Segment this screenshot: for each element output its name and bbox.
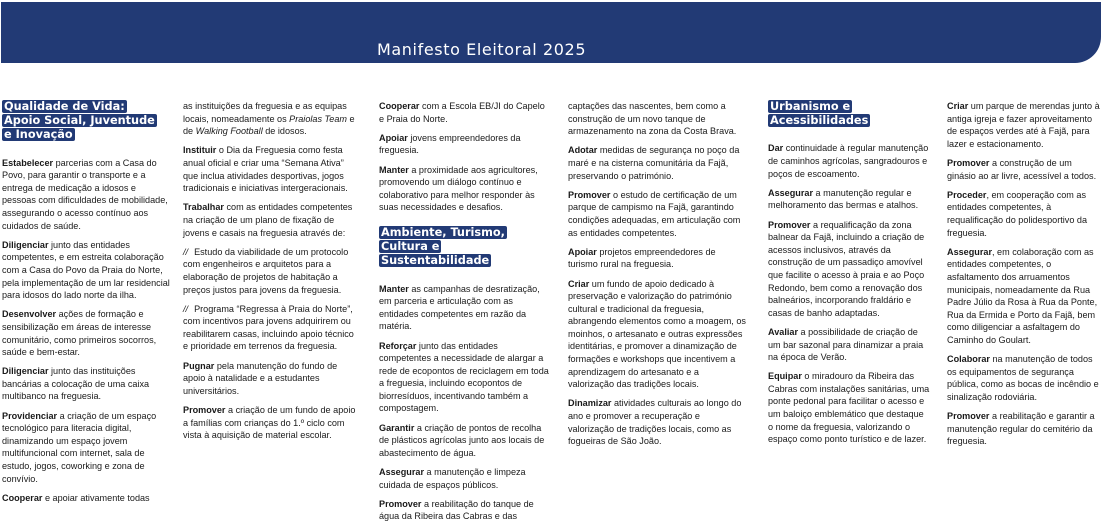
- list-item: [947, 353, 1103, 403]
- action-verb: Pugnar: [183, 360, 215, 371]
- item-text: junto das instituições bancárias a colocação de uma caixa multibanco na freguesia.: [2, 366, 150, 402]
- list-item: [947, 157, 1103, 182]
- list-item: [379, 340, 552, 416]
- list-item: [379, 498, 552, 523]
- action-verb: Equipar: [768, 371, 802, 382]
- list-item: [2, 365, 172, 403]
- action-verb: Apoiar: [379, 132, 408, 143]
- list-item: [768, 219, 930, 320]
- list-item: [568, 397, 746, 447]
- item-text: a criação de um fundo de apoio a famílias com crianças do 1.º ciclo com vista à aquisição de material escolar.: [183, 405, 356, 441]
- action-verb: Assegurar: [947, 246, 992, 257]
- item-text: as campanhas de desratização, em parceria e articulação com as entidades competentes em razão da matéria.: [379, 283, 540, 332]
- action-verb: Promover: [183, 405, 226, 416]
- column-6: [947, 100, 1103, 454]
- column-3: [379, 100, 552, 530]
- heading-line: Ambiente, Turismo,: [381, 225, 505, 239]
- list-item: [2, 308, 172, 358]
- action-verb: Manter: [379, 164, 409, 175]
- item-text: a manutenção regular e melhoramento das bermas e atalhos.: [768, 187, 919, 211]
- list-item: [2, 492, 172, 505]
- heading-line: Acessibilidades: [770, 114, 869, 128]
- item-text: Estudo da viabilidade de um protocolo com engenheiros e arquitetos para a elaboração de projetos de habitação a preços justos para jovens da freguesia.: [183, 246, 349, 295]
- section-heading-urbanism: [768, 100, 930, 128]
- action-verb: Apoiar: [568, 246, 597, 257]
- action-verb: Avaliar: [768, 326, 798, 337]
- column-4: [568, 100, 746, 454]
- item-text: captações das nascentes, bem como a construção de um novo tanque de armazenamento na zona da Costa Brava.: [568, 101, 737, 137]
- list-item: [768, 142, 930, 180]
- action-verb: Providenciar: [2, 410, 58, 421]
- item-text: as instituições da freguesia e as equipas locais, nomeadamente os: [183, 101, 347, 124]
- bullet-marker-icon: //: [183, 303, 189, 314]
- header-banner: [1, 2, 1101, 63]
- bullet-marker-icon: //: [183, 246, 189, 257]
- item-text: com as entidades competentes na criação de um plano de fixação de jovens e casais na freguesia através de:: [183, 202, 353, 238]
- item-text: , em cooperação com as entidades competentes, à requalificação do polidesportivo da freguesia.: [947, 189, 1088, 238]
- list-item: [568, 189, 746, 239]
- item-text: junto das entidades competentes a necessidade de alargar a rede de ecopontos de reciclagem em toda a freguesia, incluindo ecopontos de biorresíduos, incentivando também a compostagem.: [379, 340, 549, 414]
- action-verb: Adotar: [568, 145, 598, 156]
- item-text: a reabilitação e garantir a manutenção regular do cemitério da freguesia.: [947, 411, 1095, 447]
- action-verb: Diligenciar: [2, 366, 49, 377]
- action-verb: Promover: [947, 157, 990, 168]
- list-item: [947, 410, 1103, 448]
- action-verb: Promover: [768, 219, 811, 230]
- item-text: projetos empreendedores de turismo rural na freguesia.: [568, 246, 716, 270]
- item-text: continuidade à regular manutenção de caminhos agrícolas, sangradouros e poços de escoamento.: [768, 143, 929, 179]
- action-verb: Criar: [568, 278, 590, 289]
- item-text: pela manutenção do fundo de apoio à natalidade e a estudantes universitários.: [183, 360, 338, 396]
- list-item: [2, 157, 172, 233]
- item-text: e de: [183, 113, 355, 137]
- list-item: [183, 144, 361, 194]
- list-item: [947, 100, 1103, 150]
- section-heading-environment: [379, 226, 552, 269]
- action-verb: Promover: [568, 189, 611, 200]
- action-verb: Manter: [379, 283, 409, 294]
- item-text: a criação de um espaço tecnológico para literacia digital, dinamizando um espaço jovem multifuncional com internet, sala de estudo, jogos, coworking e zona de convívio.: [2, 410, 157, 484]
- action-verb: Diligenciar: [2, 239, 49, 250]
- action-verb: Desenvolver: [2, 309, 57, 320]
- item-text: atividades culturais ao longo do ano e promover a recuperação e valorização de tradições locais, como as fogueiras de São João.: [568, 398, 742, 447]
- list-item: [768, 370, 930, 446]
- item-text: o miradouro da Ribeira das Cabras com instalações sanitárias, uma ponte pedonal para facilitar o acesso e um baloiço emblemático que destaque o nome da freguesia, valorizando o espaço como ponto turístico e de lazer.: [768, 371, 930, 445]
- item-text: a requalificação da zona balnear da Fajã, incluindo a criação de acessos inclusivos, através da construção de um passadiço amovível que facilite o acesso à praia e ao Poço Redondo, bem como a renovação dos balneários, incorporando fraldário e casas de banho adaptadas.: [768, 219, 925, 318]
- column-1: [2, 100, 172, 511]
- action-verb: Assegurar: [768, 187, 813, 198]
- item-text: Programa “Regressa à Praia do Norte”, com incentivos para jovens adquirirem ou reabilitarem casas, incluindo apoio técnico e prioridade em terrenos da freguesia.: [183, 303, 354, 352]
- list-item: [2, 239, 172, 302]
- item-text: a proximidade aos agricultores, promovendo um diálogo contínuo e colaborativo para melhor responder às suas necessidades e desafios.: [379, 164, 538, 213]
- item-text: com a Escola EB/JI do Capelo e Praia do Norte.: [379, 101, 545, 124]
- item-text: o estudo de certificação de um parque de campismo na Fajã, garantindo condições adequadas, em articulação com as entidades competentes.: [568, 189, 741, 238]
- action-verb: Instituir: [183, 145, 217, 156]
- action-verb: Promover: [379, 498, 422, 509]
- item-text: a criação de pontos de recolha de plásticos agrícolas junto aos locais de abastecimento de água.: [379, 422, 545, 458]
- list-item: [768, 187, 930, 212]
- item-text: a manutenção e limpeza cuidada de espaços públicos.: [379, 467, 526, 490]
- action-verb: Trabalhar: [183, 202, 224, 213]
- action-verb: Criar: [947, 101, 969, 111]
- list-item: [2, 410, 172, 486]
- list-item: [183, 201, 361, 239]
- list-item: [379, 100, 552, 125]
- column-5: [768, 100, 930, 452]
- item-text: junto das entidades competentes, e em estreita colaboração com a Casa do Povo da Praia do Norte, pela implementação de um lar residencial para idosos do lado norte da ilha.: [2, 239, 170, 301]
- list-item: [947, 246, 1103, 347]
- list-item: [379, 132, 552, 157]
- item-text: a construção de um ginásio ao ar livre, acessível a todos.: [947, 157, 1097, 181]
- action-verb: Proceder: [947, 189, 987, 200]
- list-item: [947, 189, 1103, 239]
- sub-bullet: [183, 303, 361, 353]
- item-text: Walking Football: [195, 126, 263, 137]
- item-text: e apoiar ativamente todas: [42, 492, 150, 503]
- action-verb: Colaborar: [947, 354, 990, 365]
- action-verb: Assegurar: [379, 467, 424, 478]
- item-text: jovens empreendedores da freguesia.: [379, 132, 521, 156]
- item-text: Praiolas Team: [289, 113, 347, 124]
- action-verb: Garantir: [379, 422, 415, 433]
- heading-line: e Inovação: [4, 128, 73, 142]
- sub-bullet: [183, 246, 361, 296]
- item-text: a possibilidade de criação de um bar sazonal para dinamizar a praia na época de Verão.: [768, 326, 924, 363]
- item-text: ações de formação e sensibilização em áreas de interesse comunitário, como primeiros socorros, saúde e bem-estar.: [2, 309, 157, 358]
- list-item: [379, 164, 552, 214]
- heading-line: Apoio Social, Juventude: [4, 114, 155, 128]
- list-item: [768, 326, 930, 364]
- list-item: [568, 144, 746, 182]
- list-item-continued: [568, 100, 746, 138]
- list-item: [568, 278, 746, 391]
- heading-line: Urbanismo e: [770, 100, 851, 113]
- list-item: [379, 466, 552, 491]
- action-verb: Dar: [768, 143, 784, 154]
- item-text: parcerias com a Casa do Povo, para garantir o transporte e a entrega de medicação a idosos e pessoas com dificuldades de mobilidade, assegurando o acesso contínuo aos cuidados de saúde.: [2, 157, 168, 231]
- action-verb: Promover: [947, 411, 990, 422]
- section-heading-quality-of-life: [2, 100, 172, 143]
- item-text: um fundo de apoio dedicado à preservação e valorização do património cultural e tradicional da freguesia, abrangendo elementos como a moagem, os moinhos, o artesanato e outras expressões identitárias, e promover a dinamização de formações e workshops que incentivem a aprendizagem do artesanato e a valorização das tradições locais.: [568, 278, 746, 390]
- list-item-continued: [183, 100, 361, 138]
- item-text: um parque de merendas junto à antiga igreja e fazer aproveitamento de espaços verdes até à Fajã, para lazer e estacionamento.: [947, 101, 1100, 149]
- action-verb: Reforçar: [379, 340, 417, 351]
- heading-line: Qualidade de Vida:: [4, 100, 125, 113]
- action-verb: Cooperar: [2, 492, 43, 503]
- list-item: [568, 246, 746, 271]
- page-title: Manifesto Eleitoral 2025: [377, 40, 587, 59]
- item-text: de idosos.: [262, 126, 307, 137]
- list-item: [379, 422, 552, 460]
- item-text: a reabilitação do tanque de água da Ribeira das Cabras e das: [379, 498, 534, 522]
- list-item: [183, 404, 361, 442]
- action-verb: Dinamizar: [568, 398, 612, 409]
- item-text: na manutenção de todos os equipamentos de segurança pública, como as bocas de incêndio e sinalização rodoviária.: [947, 354, 1099, 402]
- item-text: medidas de segurança no poço da maré e na cisterna comunitária da Fajã, preservando o património.: [568, 145, 740, 181]
- item-text: o Dia da Freguesia como festa anual oficial e criar uma “Semana Ativa” que inclua atividades desportivas, jogos tradicionais e iniciativas intergeracionais.: [183, 145, 348, 194]
- heading-line: Cultura e Sustentabilidade: [381, 240, 490, 268]
- list-item: [183, 360, 361, 398]
- list-item: [379, 283, 552, 333]
- action-verb: Estabelecer: [2, 157, 54, 168]
- item-text: , em colaboração com as entidades competentes, o asfaltamento dos arruamentos municipais, nomeadamente da Rua Padre Júlio da Rosa à Rua da Ponte, Rua da Ermida e Porto da Fajã, bem como diligenciar a asfaltagem do Caminho do Goulart.: [947, 246, 1098, 345]
- column-2: [183, 100, 361, 448]
- action-verb: Cooperar: [379, 101, 420, 111]
